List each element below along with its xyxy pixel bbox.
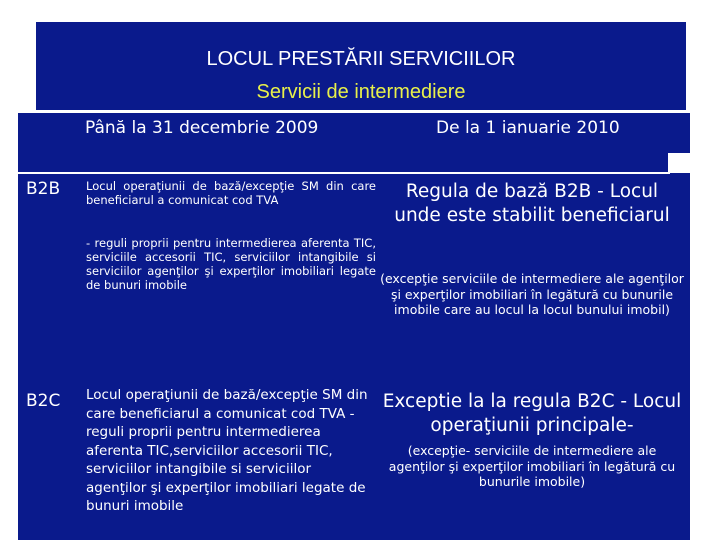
row-label-b2c: B2C: [26, 391, 61, 411]
b2b-old-special-rules: - reguli proprii pentru intermedierea aferenta TIC, serviciile accesorii TIC, serviciilor intangibile si serviciilor agenţilor şi experţilor imobiliari legate de bunuri imobile: [86, 236, 376, 292]
header-divider: [18, 172, 670, 174]
b2b-old-rule: Locul operaţiunii de bază/excepţie SM din care beneficiarul a comunicat cod TVA: [86, 179, 376, 207]
title-panel: [36, 22, 686, 110]
b2b-new-exception: (excepţie serviciile de intermediere ale agenţilor şi experţilor imobiliari în legătură cu bunurile imobile care au locul la locul bunului imobil): [380, 271, 684, 317]
comparison-table: [18, 113, 690, 540]
header-from-2010: De la 1 ianuarie 2010: [436, 118, 620, 138]
b2b-new-rule: Regula de bază B2B - Locul unde este stabilit beneficiarul: [394, 181, 670, 226]
header-until-2009: Până la 31 decembrie 2009: [85, 118, 319, 138]
corner-notch: [668, 153, 690, 173]
b2c-new-rule: Exceptie la la regula B2C - Locul operaţiunii principale-: [382, 391, 682, 436]
slide-subtitle: Servicii de intermediere: [256, 81, 466, 103]
b2c-old-rule: Locul operaţiunii de bază/excepţie SM din care beneficiarul a comunicat cod TVA -reguli proprii pentru intermedierea aferenta TIC,serviciilor accesorii TIC, serviciilor intangibile si serviciilor agenţilor şi experţilor imobiliari legate de bunuri imobile: [86, 387, 368, 514]
b2c-new-exception: (excepţie- serviciile de intermediere ale agenţilor şi experţilor imobiliari în legătură cu bunurile imobile): [388, 443, 676, 489]
slide-title: LOCUL PRESTĂRII SERVICIILOR: [206, 48, 516, 70]
row-label-b2b: B2B: [26, 179, 61, 199]
